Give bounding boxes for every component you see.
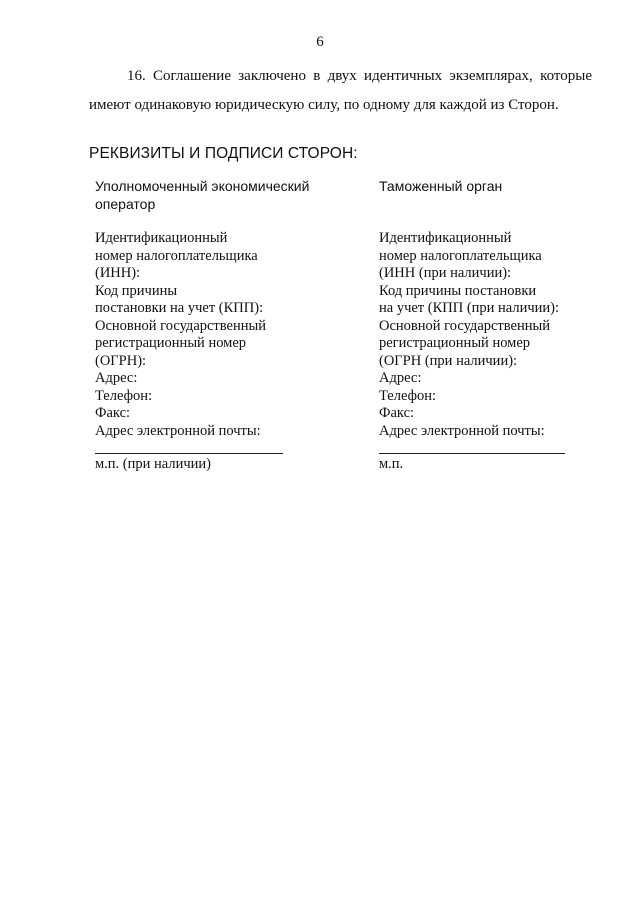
left-field-line: Основной государственный bbox=[95, 317, 266, 334]
right-field-line: Идентификационный bbox=[379, 230, 512, 246]
right-field-line: Код причины постановки bbox=[379, 282, 537, 299]
left-field-line: Код причины bbox=[95, 282, 178, 299]
left-signature-line bbox=[95, 453, 283, 454]
page-number: 6 bbox=[316, 34, 324, 50]
right-field-line: Основной государственный bbox=[379, 317, 550, 334]
section-heading: РЕКВИЗИТЫ И ПОДПИСИ СТОРОН: bbox=[89, 145, 358, 162]
right-stamp-label: м.п. bbox=[379, 456, 404, 472]
left-field-line: Идентификационный bbox=[95, 230, 228, 246]
right-field-line: на учет (КПП (при наличии): bbox=[379, 300, 560, 316]
left-party-fields bbox=[95, 230, 345, 440]
left-stamp-label: м.п. (при наличии) bbox=[95, 456, 211, 472]
left-field-line: Факс: bbox=[95, 405, 131, 421]
left-party-title-line: оператор bbox=[95, 196, 156, 212]
right-field-line: номер налогоплательщика bbox=[379, 247, 542, 264]
left-field-line: (ИНН): bbox=[95, 265, 141, 281]
left-party-title bbox=[95, 177, 345, 213]
right-party-title bbox=[379, 177, 599, 213]
right-field-line: Телефон: bbox=[379, 387, 437, 404]
right-field-line: Адрес: bbox=[379, 370, 422, 386]
right-field-line: (ИНН (при наличии): bbox=[379, 265, 512, 281]
right-field-line: регистрационный номер bbox=[379, 335, 531, 351]
right-party-title-line: Таможенный орган bbox=[379, 178, 503, 194]
right-field-line: (ОГРН (при наличии): bbox=[379, 352, 518, 369]
left-party-title-line: Уполномоченный экономический bbox=[95, 178, 310, 194]
left-field-line: Телефон: bbox=[95, 387, 153, 404]
left-field-line: номер налогоплательщика bbox=[95, 247, 258, 264]
right-signature-line bbox=[379, 453, 565, 454]
right-party-block bbox=[379, 177, 599, 440]
left-field-line: Адрес электронной почты: bbox=[95, 422, 261, 439]
clause-16-text: 16. Соглашение заключено в двух идентичных экземплярах, которые имеют одинаковую юридическую силу, по одному для каждой из Сторон. bbox=[89, 68, 592, 113]
right-field-line: Факс: bbox=[379, 405, 415, 421]
left-party-block bbox=[95, 177, 345, 440]
right-party-fields bbox=[379, 230, 599, 440]
left-field-line: регистрационный номер bbox=[95, 335, 247, 351]
left-field-line: постановки на учет (КПП): bbox=[95, 300, 264, 316]
left-field-line: (ОГРН): bbox=[95, 352, 147, 369]
right-field-line: Адрес электронной почты: bbox=[379, 422, 545, 439]
left-field-line: Адрес: bbox=[95, 370, 138, 386]
